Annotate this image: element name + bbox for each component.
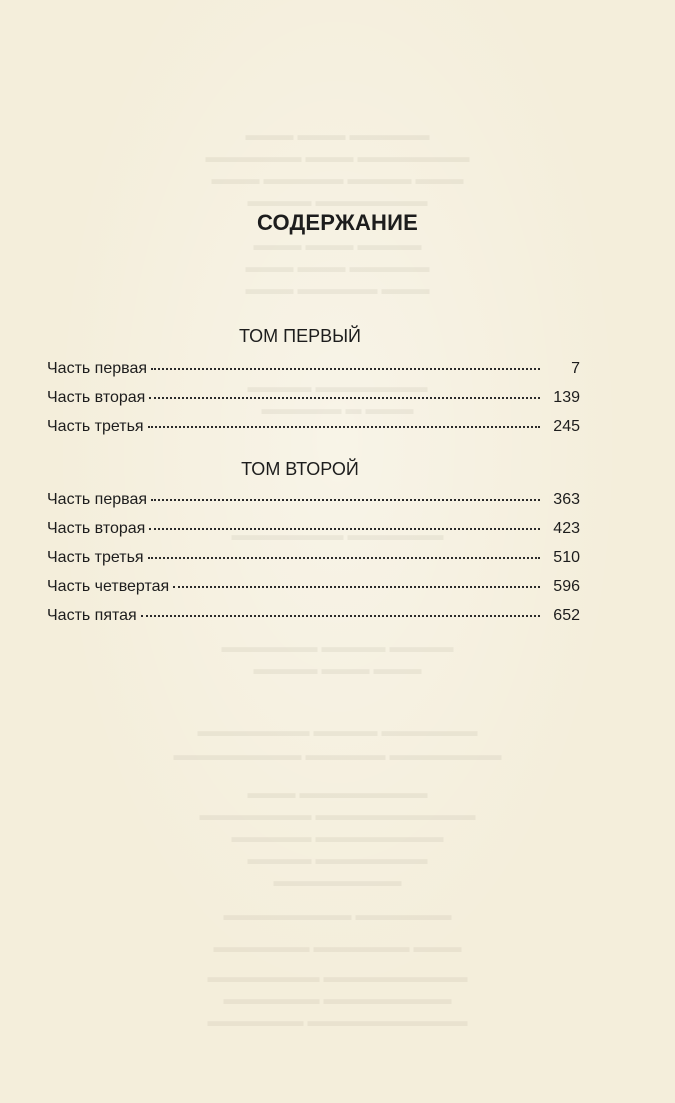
toc-entry[interactable] (47, 418, 580, 447)
bleed-through-text: ▬▬▬▬▬ ▬▬▬▬▬▬▬▬ (231, 829, 444, 846)
toc-entry-label: Часть первая (47, 360, 148, 377)
toc-entry[interactable] (47, 389, 580, 418)
dot-leader (148, 556, 540, 559)
toc-entry-label: Часть четвертая (47, 578, 170, 595)
volume-2-toc (47, 491, 580, 636)
toc-entry[interactable] (47, 491, 580, 520)
toc-entry[interactable] (47, 549, 580, 578)
dot-leader (151, 367, 540, 370)
bleed-through-text: ▬▬▬▬▬▬▬▬ (273, 873, 402, 890)
toc-entry-page: 596 (553, 578, 580, 595)
bleed-through-text: ▬▬▬▬▬▬▬ ▬▬▬▬▬▬▬▬▬ (207, 969, 468, 986)
bleed-through-text: ▬▬▬▬▬▬▬▬ ▬▬▬▬▬ ▬▬▬▬▬▬▬ (173, 747, 502, 764)
bleed-through-text: ▬▬▬▬ ▬▬▬▬▬▬▬ (247, 851, 428, 868)
dot-leader (141, 614, 540, 617)
toc-entry-page: 363 (553, 491, 580, 508)
bleed-through-text: ▬▬▬ ▬▬▬ ▬▬▬▬▬ (245, 127, 430, 144)
bleed-through-text: ▬▬▬▬▬▬▬ ▬▬▬▬ ▬▬▬▬▬▬ (197, 723, 478, 740)
volume-1-toc (47, 360, 580, 447)
bleed-through-text: ▬▬▬ ▬▬▬ ▬▬▬▬▬ (245, 259, 430, 276)
dot-leader (151, 498, 540, 501)
toc-entry-label: Часть третья (47, 549, 144, 566)
toc-entry-label: Часть вторая (47, 520, 146, 537)
dot-leader (173, 585, 540, 588)
toc-entry-label: Часть первая (47, 491, 148, 508)
toc-entry-label: Часть вторая (47, 389, 146, 406)
bleed-through-text: ▬▬▬ ▬▬▬▬▬ ▬▬▬▬ ▬▬▬ (211, 171, 464, 188)
bleed-through-text: ▬▬▬▬ ▬▬▬▬▬▬▬ (247, 379, 428, 396)
dot-leader (148, 425, 540, 428)
bleed-through-text: ▬▬▬ ▬▬▬▬▬▬▬▬ (247, 785, 428, 802)
bleed-through-text: ▬▬▬▬ ▬▬▬▬▬▬▬ (247, 193, 428, 210)
bleed-through-text: ▬▬▬▬ ▬▬▬ ▬▬▬ (253, 661, 422, 678)
toc-entry-page: 245 (553, 418, 580, 435)
bleed-through-text: ▬▬▬▬▬▬ ▬▬▬▬▬▬▬▬▬▬ (207, 1013, 468, 1030)
toc-entry-page: 510 (553, 549, 580, 566)
bleed-through-text: ▬▬▬▬▬▬▬▬ ▬▬▬▬▬▬ (223, 907, 452, 924)
volume-2-title: ТОМ ВТОРОЙ (241, 459, 359, 479)
bleed-through-text: ▬▬▬▬▬▬▬ ▬▬▬▬▬▬ (231, 527, 444, 544)
toc-entry[interactable] (47, 607, 580, 636)
toc-entry[interactable] (47, 578, 580, 607)
bleed-through-text: ▬▬▬▬▬▬ ▬▬▬▬▬▬▬▬ (223, 991, 452, 1008)
bleed-through-text: ▬▬▬▬▬▬ ▬▬▬▬ ▬▬▬▬ (221, 639, 454, 656)
toc-entry-page: 7 (571, 360, 580, 377)
bleed-through-text: ▬▬▬▬▬▬▬ ▬▬▬▬▬▬▬▬▬▬ (199, 807, 476, 824)
toc-entry-page: 652 (553, 607, 580, 624)
toc-entry[interactable] (47, 360, 580, 389)
contents-title: СОДЕРЖАНИЕ (256, 210, 419, 235)
bleed-through-text: ▬▬▬▬▬▬ ▬▬▬▬▬▬ ▬▬▬ (213, 939, 462, 956)
bleed-through-text: ▬▬▬▬▬▬ ▬▬▬ ▬▬▬▬▬▬▬ (205, 149, 470, 166)
bleed-through-text: ▬▬▬ ▬▬▬▬▬ ▬▬▬ (245, 281, 430, 298)
toc-entry-page: 423 (553, 520, 580, 537)
volume-1-title: ТОМ ПЕРВЫЙ (238, 326, 361, 346)
toc-entry-label: Часть пятая (47, 607, 137, 624)
bleed-through-text: ▬▬▬▬▬ ▬ ▬▬▬ (261, 401, 414, 418)
toc-entry[interactable] (47, 520, 580, 549)
dot-leader (149, 396, 540, 399)
bleed-through-text: ▬▬▬ ▬▬▬ ▬▬▬▬ (253, 237, 422, 254)
dot-leader (149, 527, 540, 530)
toc-entry-page: 139 (553, 389, 580, 406)
toc-entry-label: Часть третья (47, 418, 144, 435)
